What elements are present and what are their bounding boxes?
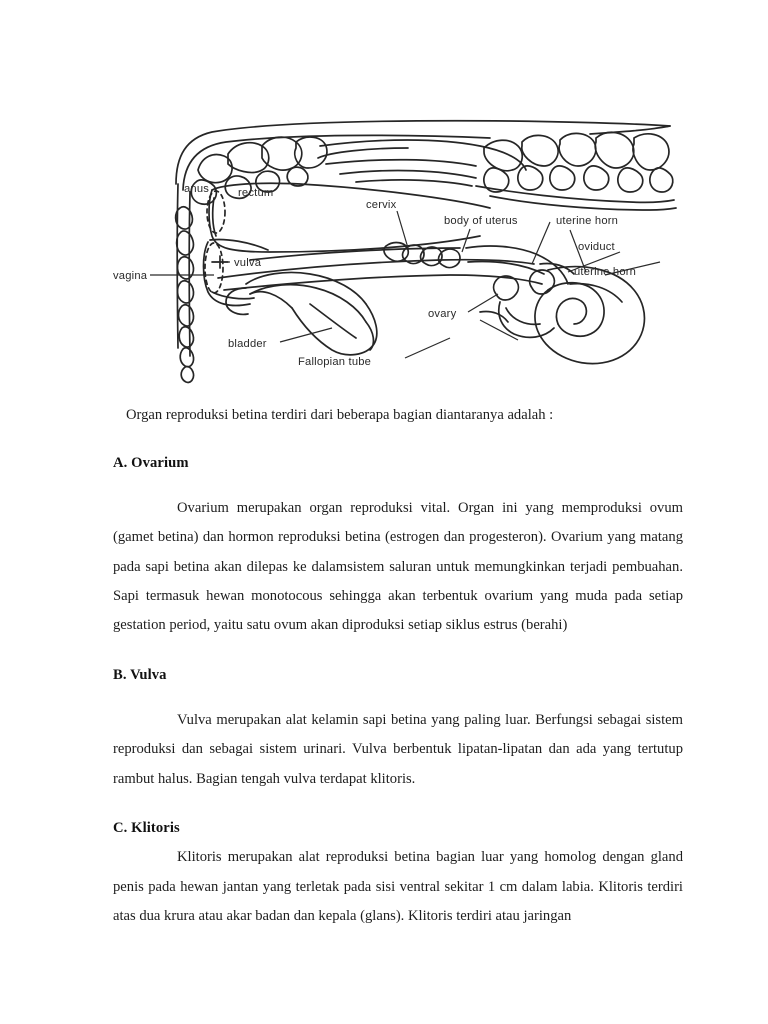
section-heading-ovarium: A. Ovarium <box>113 454 189 471</box>
figure-label-ovary: ovary <box>428 308 457 320</box>
figure-label-cervix: cervix <box>366 199 397 211</box>
figure-label-bladder: bladder <box>228 338 267 350</box>
section-body-vulva: Vulva merupakan alat kelamin sapi betina yang paling luar. Berfungsi sebagai sistem reproduksi dan sebagai sistem urinari. Vulva berbentuk lipatan-lipatan dan ada yang tertutup rambut halus. Bagian tengah vulva terdapat klitoris. <box>113 711 683 787</box>
figure-label-vagina: vagina <box>113 270 148 282</box>
section-heading-klitoris: C. Klitoris <box>113 820 180 837</box>
section-body-ovarium: Ovarium merupakan organ reproduksi vital. Organ ini yang memproduksi ovum (gamet betina) dan hormon reproduksi betina (estrogen dan progesteron). Ovarium yang matang pada sapi betina akan dilepas ke dalamsistem saluran untuk memungkinkan terjadi pembuahan. Sapi termasuk hewan monotocous sehingga akan terbentuk ovarium yang muda pada setiap gestation period, yaitu satu ovum akan diproduksi setiap siklus estrus (berahi) <box>113 499 683 634</box>
figure-label-vulva: vulva <box>234 257 262 269</box>
reproductive-tract-figure <box>113 112 680 387</box>
section-body-klitoris: Klitoris merupakan alat reproduksi betina bagian luar yang homolog dengan gland penis pada hewan jantan yang terletak pada sisi ventral sekitar 1 cm dalam labia. Klitoris terdiri atas dua krura atau akar badan dan kepala (glans). Klitoris terdiri atau jaringan <box>113 849 683 925</box>
intro-paragraph: Organ reproduksi betina terdiri dari beberapa bagian diantaranya adalah : <box>126 407 554 423</box>
figure-label-anus: anus <box>184 183 210 195</box>
figure-label-body-of-uterus: body of uterus <box>444 215 518 227</box>
section-heading-vulva: B. Vulva <box>113 666 167 683</box>
figure-label-fallopian-tube: Fallopian tube <box>298 356 372 368</box>
figure-label-oviduct: oviduct <box>578 241 615 253</box>
document-body <box>113 404 683 932</box>
figure-svg <box>113 112 680 387</box>
figure-label-uterine-horn-bottom: uterine horn <box>574 266 637 278</box>
figure-label-rectum: rectum <box>238 187 274 199</box>
figure-label-uterine-horn-top: uterine horn <box>556 215 619 227</box>
